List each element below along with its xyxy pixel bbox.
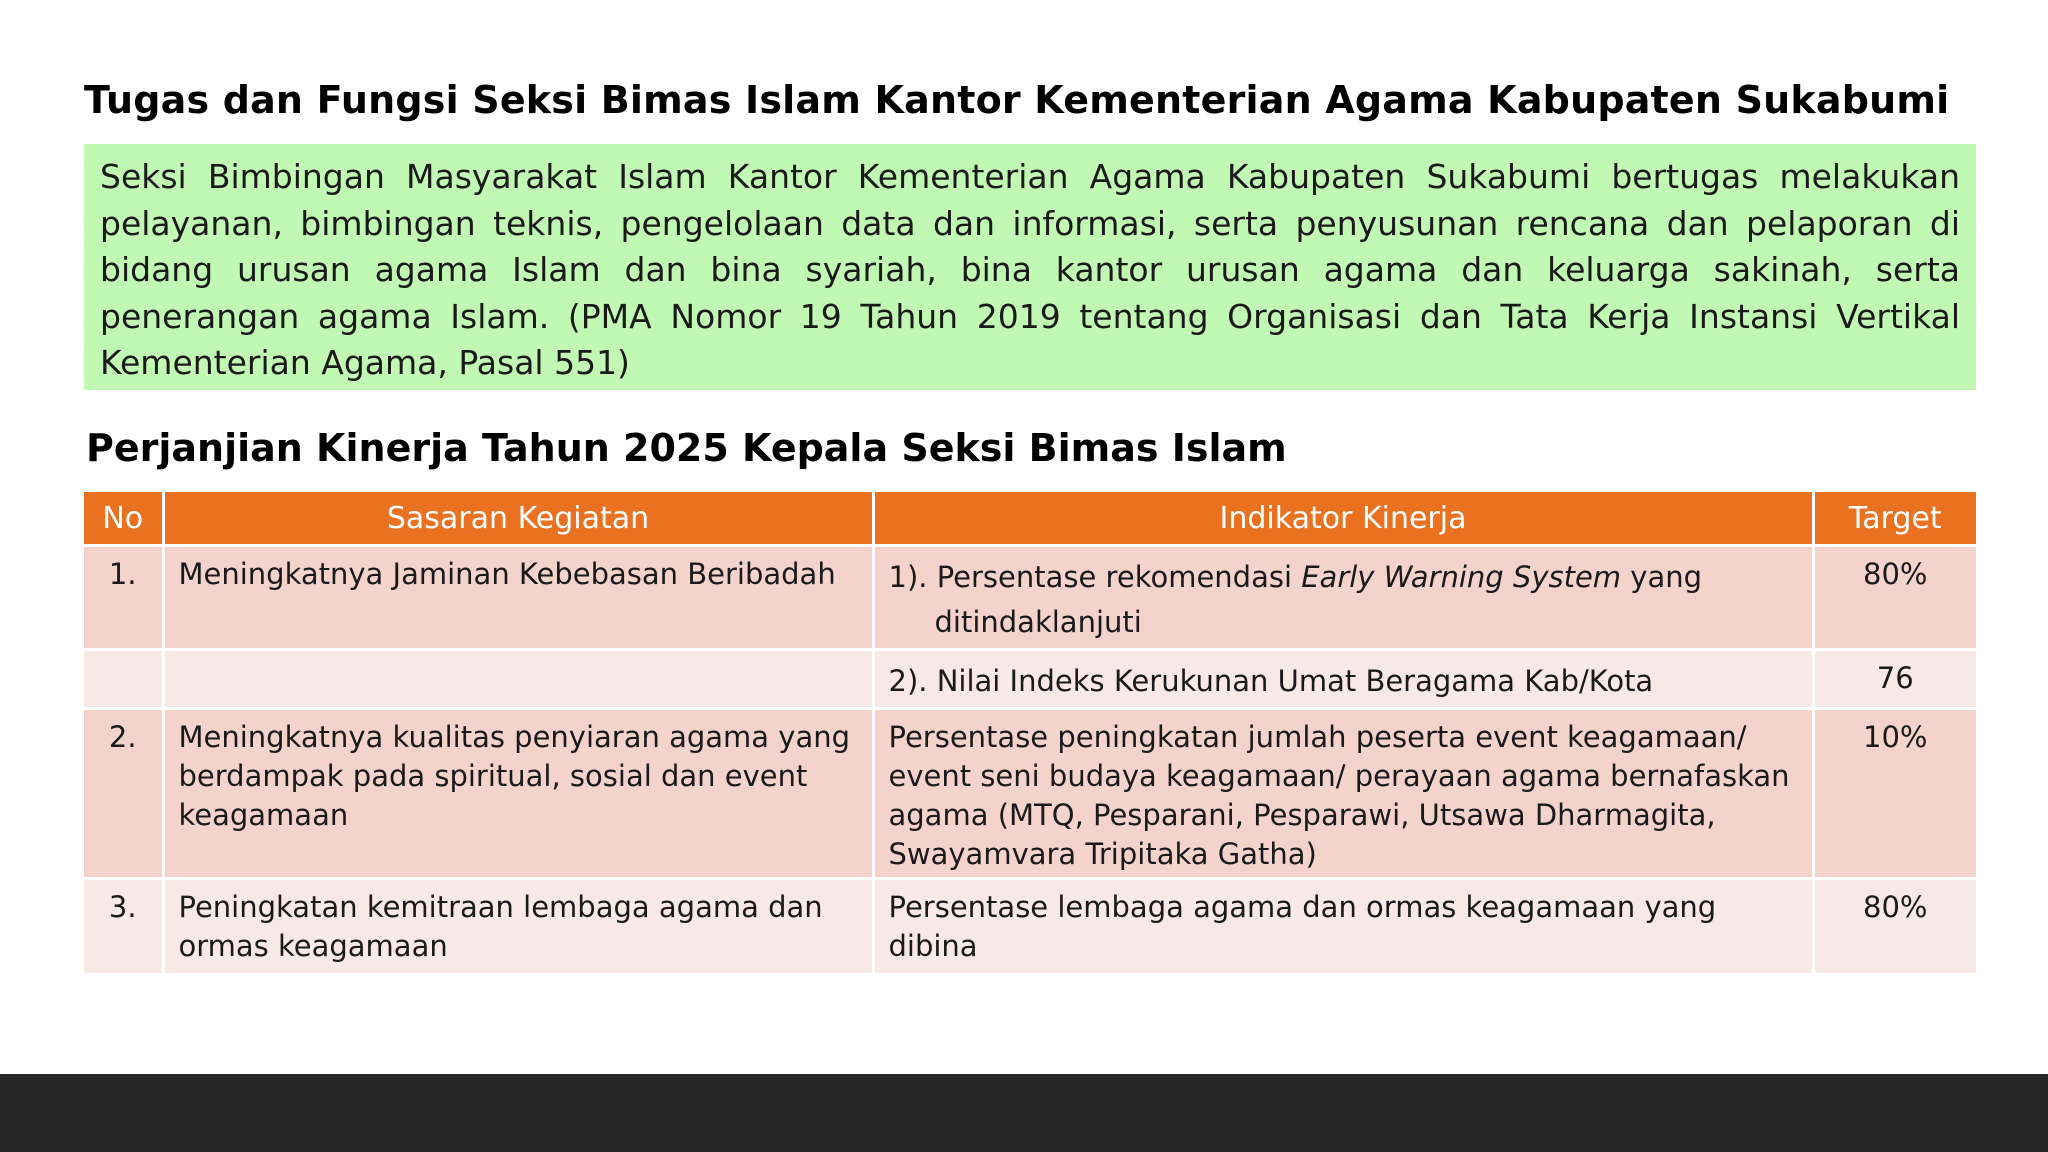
cell-no: 3. xyxy=(84,879,163,975)
cell-target: 80% xyxy=(1813,879,1976,975)
description-text: Seksi Bimbingan Masyarakat Islam Kantor Kementerian Agama Kabupaten Sukabumi bertugas melakukan pelayanan, bimbingan teknis, pengelolaan data dan informasi, serta penyusunan rencana dan pelaporan di bidang urusan agama Islam dan bina syariah, bina kantor urusan agama dan keluarga sakinah, serta penerangan agama Islam. (PMA Nomor 19 Tahun 2019 tentang Organisasi dan Tata Kerja Instansi Vertikal Kementerian Agama, Pasal 551) xyxy=(100,157,1960,382)
cell-no: 1. xyxy=(84,546,163,650)
indikator-text-italic: Early Warning System xyxy=(1301,560,1622,594)
cell-sasaran: Peningkatan kemitraan lembaga agama dan ormas keagamaan xyxy=(163,879,873,975)
indikator-text-prefix: 1). Persentase rekomendasi xyxy=(888,560,1302,594)
cell-no: 2. xyxy=(84,709,163,879)
table-row xyxy=(84,650,1976,709)
cell-indikator: Persentase peningkatan jumlah peserta event keagamaan/ event seni budaya keagamaan/ perayaan agama bernafaskan agama (MTQ, Pesparani, Pesparawi, Utsawa Dharmagita, Swayamvara Tripitaka Gatha) xyxy=(873,709,1813,879)
cell-indikator: Persentase lembaga agama dan ormas keagamaan yang dibina xyxy=(873,879,1813,975)
table-row xyxy=(84,879,1976,975)
cell-sasaran: Meningkatnya kualitas penyiaran agama yang berdampak pada spiritual, sosial dan event keagamaan xyxy=(163,709,873,879)
header-target: Target xyxy=(1813,492,1976,546)
cell-sasaran xyxy=(163,650,873,709)
cell-target: 10% xyxy=(1813,709,1976,879)
cell-target: 76 xyxy=(1813,650,1976,709)
cell-no xyxy=(84,650,163,709)
header-sasaran-kegiatan: Sasaran Kegiatan xyxy=(163,492,873,546)
perjanjian-kinerja-table xyxy=(84,492,1976,976)
section-title-perjanjian-kinerja: Perjanjian Kinerja Tahun 2025 Kepala Seksi Bimas Islam xyxy=(86,426,1287,470)
cell-target: 80% xyxy=(1813,546,1976,650)
cell-indikator xyxy=(873,650,1813,709)
table-header-row xyxy=(84,492,1976,546)
indikator-text-suffix: yang ditindaklanjuti xyxy=(934,560,1703,639)
indikator-item: 2). Nilai Indeks Kerukunan Umat Beragama Kab/Kota xyxy=(888,664,1654,698)
table-row xyxy=(84,709,1976,879)
table-row xyxy=(84,546,1976,650)
header-no: No xyxy=(84,492,163,546)
description-box xyxy=(84,144,1976,390)
cell-sasaran: Meningkatnya Jaminan Kebebasan Beribadah xyxy=(163,546,873,650)
indikator-item xyxy=(889,555,1798,645)
cell-indikator xyxy=(873,546,1813,650)
section-title-tugas-fungsi: Tugas dan Fungsi Seksi Bimas Islam Kantor Kementerian Agama Kabupaten Sukabumi xyxy=(84,78,1950,122)
header-indikator-kinerja: Indikator Kinerja xyxy=(873,492,1813,546)
footer-bar xyxy=(0,1074,2048,1152)
